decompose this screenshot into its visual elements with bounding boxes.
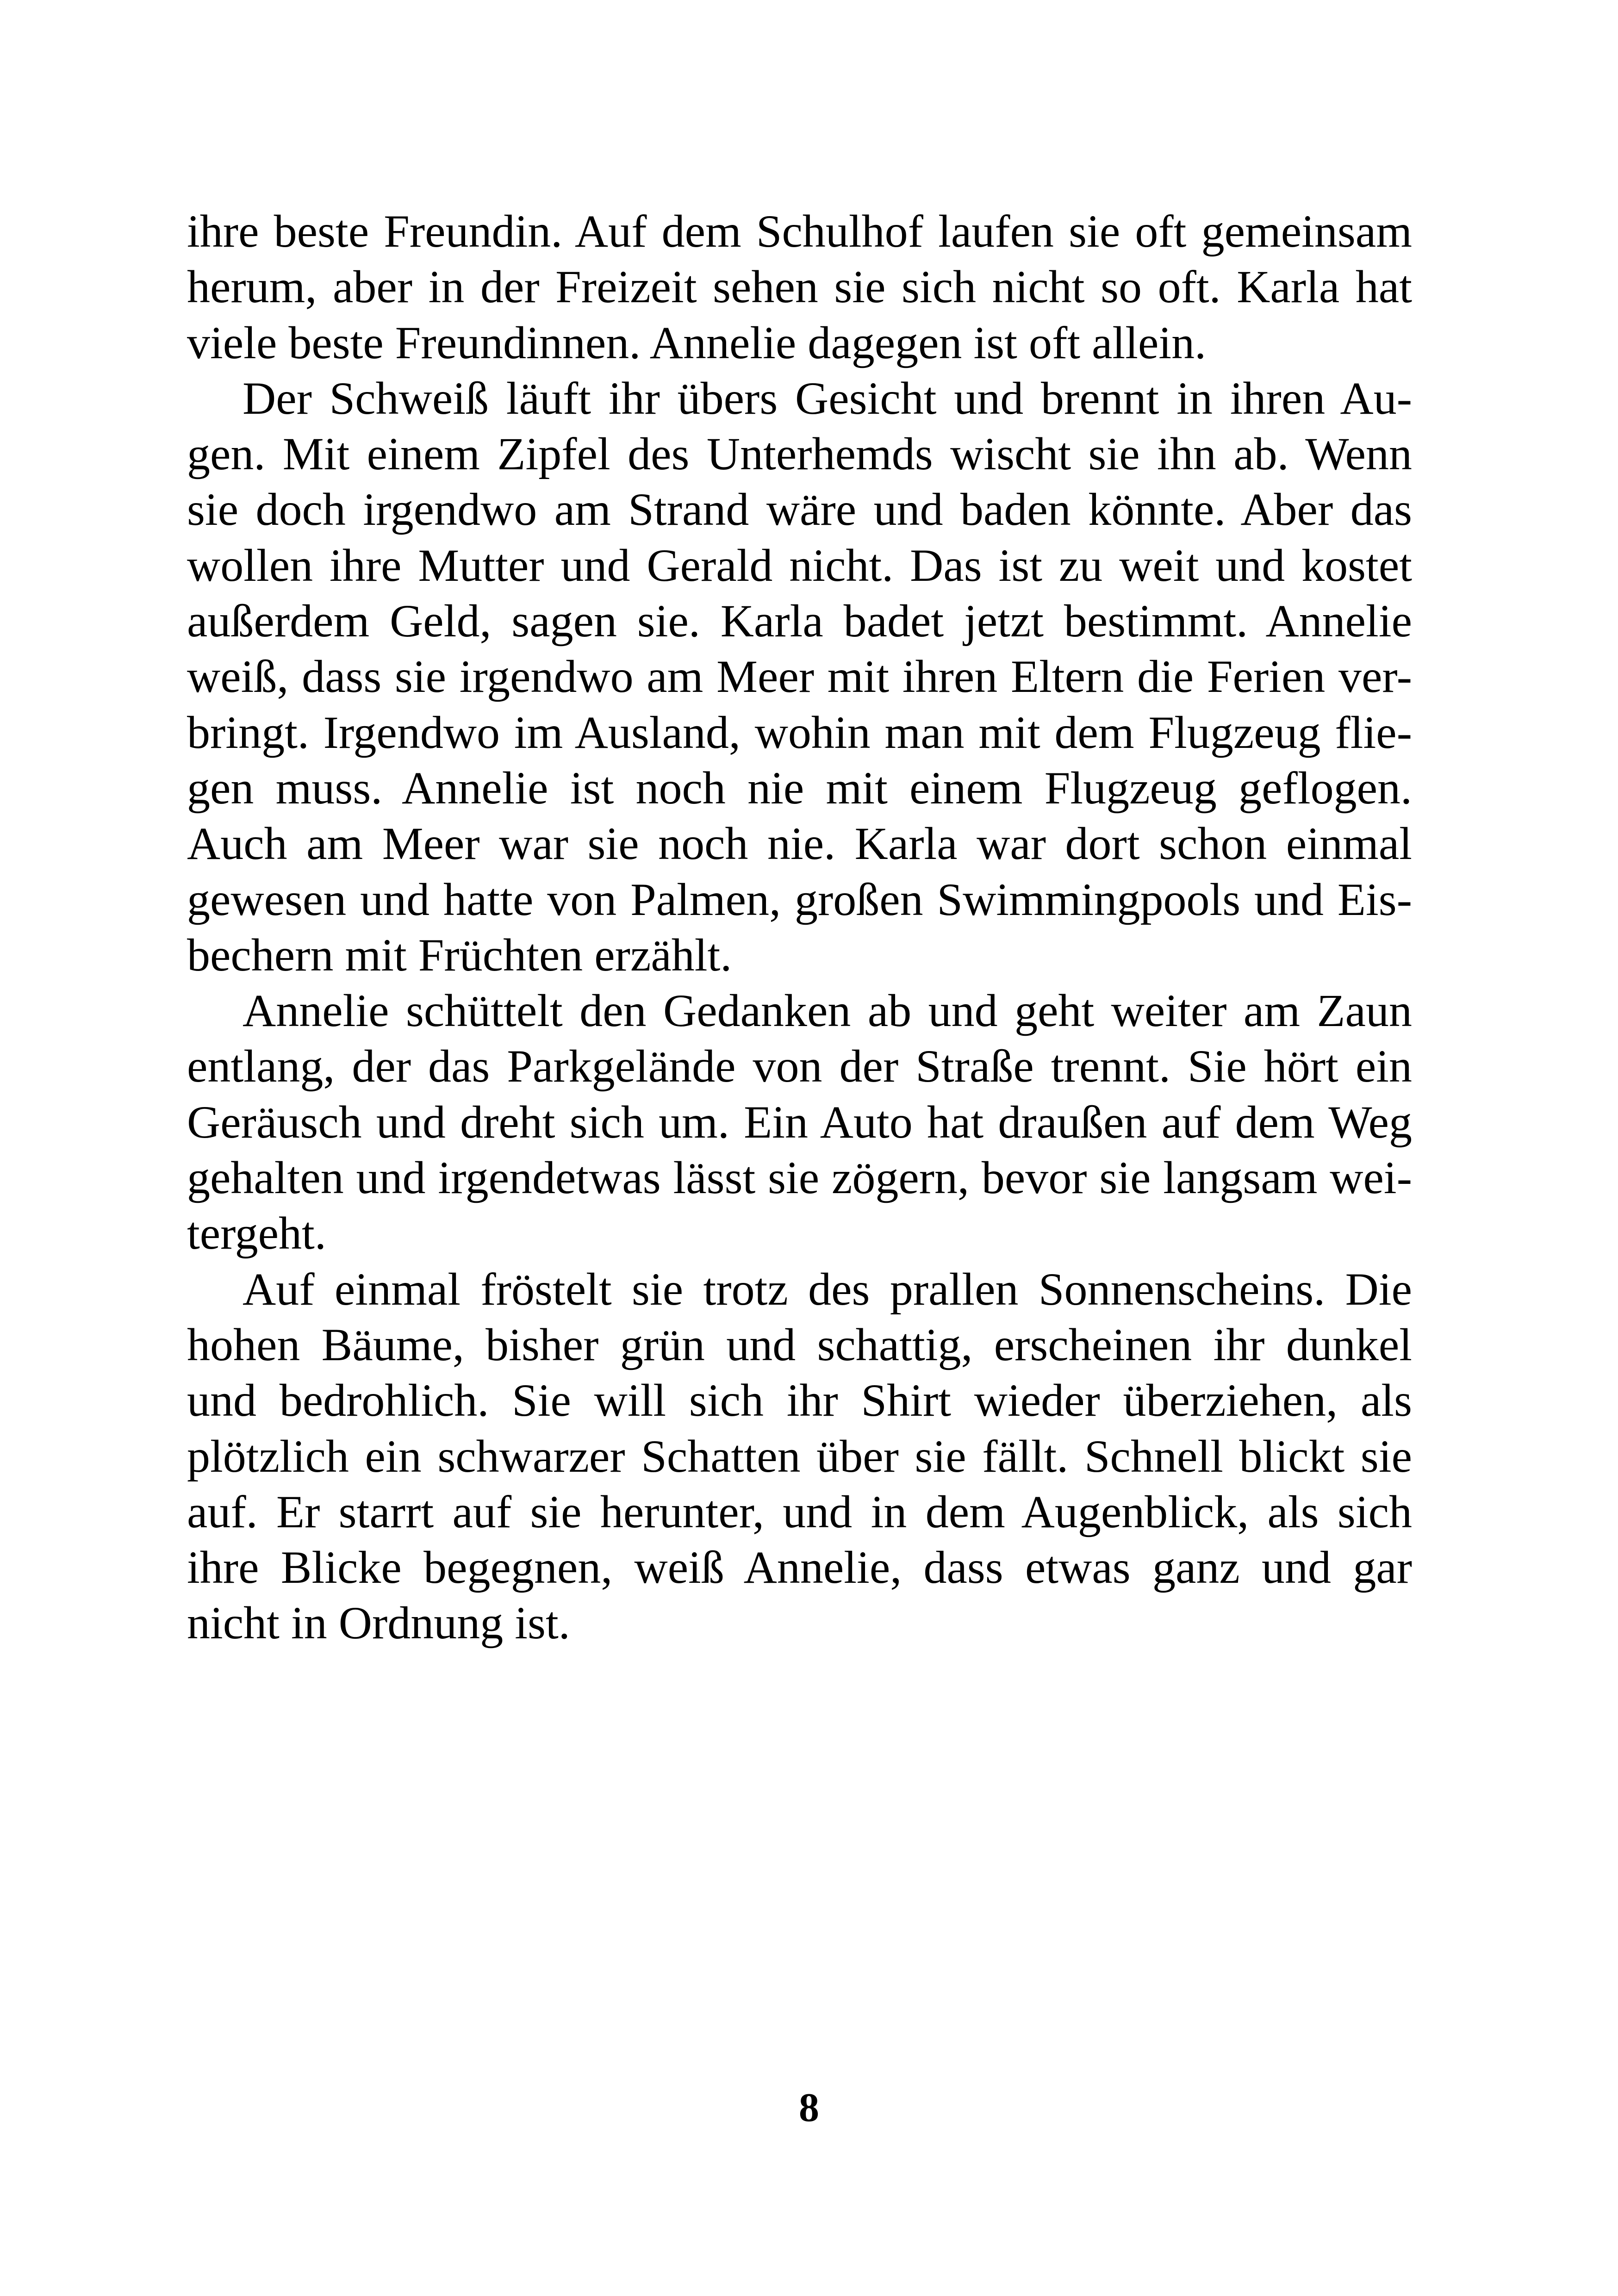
text-line: tergeht. (187, 1207, 326, 1259)
text-line: gewesen und hatte von Palmen, großen Swimmingpools und Eis- (187, 873, 1412, 925)
text-line: plötzlich ein schwarzer Schatten über sie fällt. Schnell blickt sie (187, 1430, 1412, 1482)
body-text (187, 204, 1412, 1651)
text-line: ihre beste Freundin. Auf dem Schulhof laufen sie oft gemeinsam (187, 205, 1412, 257)
text-line: Der Schweiß läuft ihr übers Gesicht und brennt in ihren Au- (243, 372, 1412, 424)
text-line: herum, aber in der Freizeit sehen sie sich nicht so oft. Karla hat (187, 261, 1412, 313)
text-line: gen muss. Annelie ist noch nie mit einem Flugzeug geflogen. (187, 762, 1412, 814)
text-line: gehalten und irgendetwas lässt sie zögern, bevor sie langsam wei- (187, 1152, 1412, 1204)
text-line: sie doch irgendwo am Strand wäre und baden könnte. Aber das (187, 484, 1412, 535)
page-number: 8 (799, 2085, 819, 2130)
text-line: und bedrohlich. Sie will sich ihr Shirt wieder überziehen, als (187, 1375, 1412, 1426)
text-line: bringt. Irgendwo im Ausland, wohin man mit dem Flugzeug flie- (187, 706, 1412, 758)
text-line: Geräusch und dreht sich um. Ein Auto hat draußen auf dem Weg (187, 1096, 1412, 1148)
text-line: ihre Blicke begegnen, weiß Annelie, dass etwas ganz und gar (187, 1542, 1412, 1593)
text-line: wollen ihre Mutter und Gerald nicht. Das ist zu weit und kostet (187, 539, 1412, 591)
text-line: außerdem Geld, sagen sie. Karla badet jetzt bestimmt. Annelie (187, 595, 1412, 647)
text-line: nicht in Ordnung ist. (187, 1597, 570, 1649)
text-line: auf. Er starrt auf sie herunter, und in dem Augenblick, als sich (187, 1486, 1412, 1537)
text-line: bechern mit Früchten erzählt. (187, 929, 732, 981)
text-line: Auch am Meer war sie noch nie. Karla war dort schon einmal (187, 818, 1412, 870)
text-line: gen. Mit einem Zipfel des Unterhemds wischt sie ihn ab. Wenn (187, 428, 1412, 480)
text-line: Annelie schüttelt den Gedanken ab und geht weiter am Zaun (243, 985, 1412, 1037)
text-line: weiß, dass sie irgendwo am Meer mit ihren Eltern die Ferien ver- (187, 651, 1412, 703)
text-line: entlang, der das Parkgelände von der Straße trennt. Sie hört ein (187, 1040, 1412, 1092)
text-line: viele beste Freundinnen. Annelie dagegen ist oft allein. (187, 317, 1207, 368)
text-line: hohen Bäume, bisher grün und schattig, erscheinen ihr dunkel (187, 1319, 1412, 1370)
text-line: Auf einmal fröstelt sie trotz des prallen Sonnenscheins. Die (243, 1263, 1412, 1315)
